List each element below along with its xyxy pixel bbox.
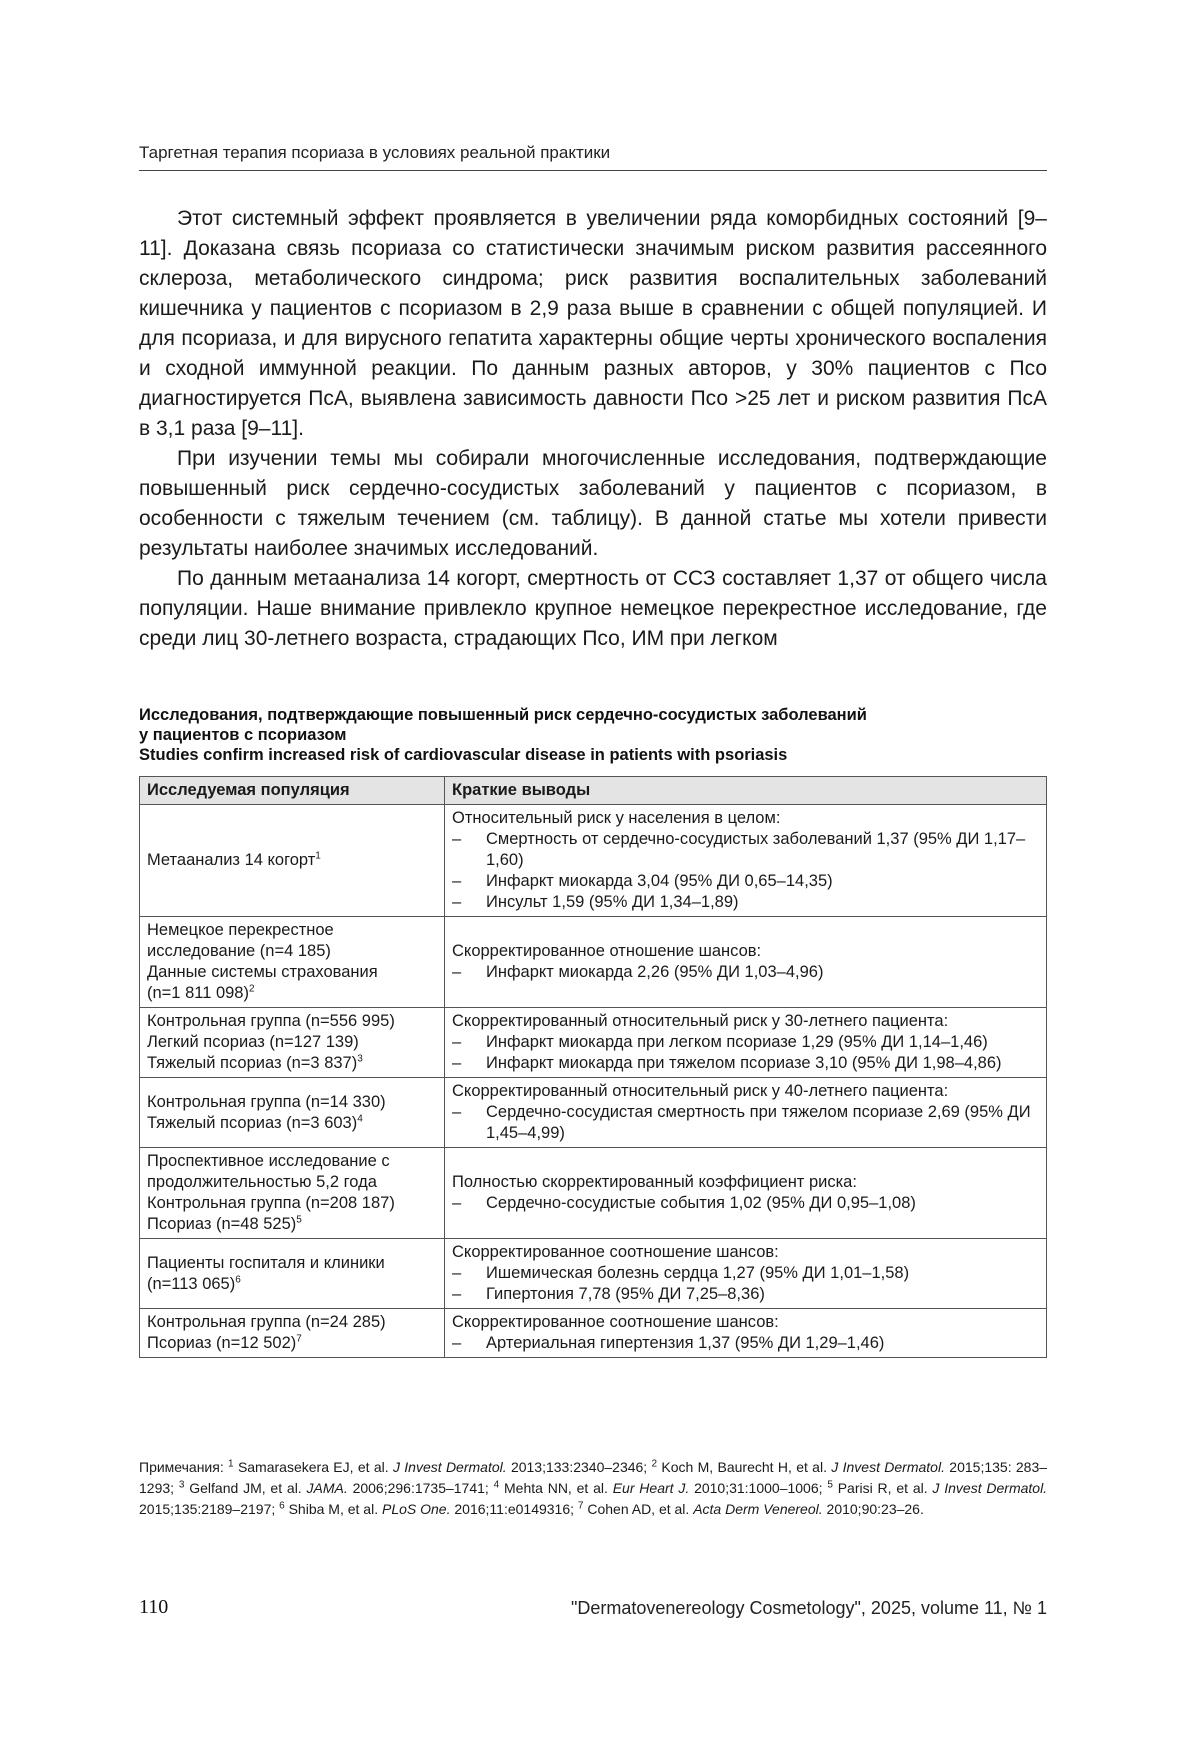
note-journal: Eur Heart J.	[612, 1480, 690, 1496]
note-number: 1	[228, 1458, 234, 1470]
note-journal: J Invest Dermatol.	[831, 1459, 945, 1475]
population-line	[147, 1253, 437, 1274]
studies-table	[139, 776, 1047, 1358]
population-line	[147, 1011, 437, 1032]
conclusion-heading: Полностью скорректированный коэффициент риска:	[452, 1173, 857, 1191]
population-cell	[140, 1008, 445, 1078]
conclusion-cell	[445, 1239, 1047, 1309]
population-text: Проспективное исследование с	[147, 1152, 390, 1170]
conclusion-bullet	[452, 1193, 1039, 1214]
caption-en: Studies confirm increased risk of cardiovascular disease in patients with psoriasis	[139, 746, 788, 764]
dash-marker: –	[452, 1334, 462, 1352]
note-details: 2013;133:2340–2346;	[510, 1459, 648, 1475]
paragraph: Этот системный эффект проявляется в увеличении ряда коморбидных состояний [9–11]. Доказана связь псориаза со статистически значимым риском развития рассеянного склероза, метаболического синдрома; риск развития воспалительных заболеваний кишечника у пациентов с псориазом в 2,9 раза выше в сравнении с общей популяцией. И для псориаза, и для вирусного гепатита характерны общие черты хронического воспаления и сходной иммунной реакции. По данным разных авторов, у 30% пациентов с Псо диагностируется ПсА, выявлена зависимость давности Псо >25 лет и риском развития ПсА в 3,1 раза [9–11].	[139, 207, 1047, 440]
population-text: продолжительностью 5,2 года	[147, 1173, 377, 1191]
conclusion-bullet	[452, 892, 1039, 913]
population-line	[147, 1053, 437, 1074]
notes-label: Примечания:	[139, 1459, 224, 1475]
population-line	[147, 941, 437, 962]
bullet-text: Инфаркт миокарда 2,26 (95% ДИ 1,03–4,96)	[486, 963, 824, 981]
population-cell	[140, 1239, 445, 1309]
note-details: 2010;90:23–26.	[826, 1501, 924, 1517]
dash-marker: –	[452, 1054, 462, 1072]
note-journal: PLoS One.	[381, 1501, 451, 1517]
header-conclusions: Краткие выводы	[445, 777, 1047, 805]
population-line	[147, 1312, 437, 1333]
dash-marker: –	[452, 963, 462, 981]
bullet-text: Сердечно-сосудистые события 1,02 (95% ДИ 0,95–1,08)	[486, 1194, 916, 1212]
table-row	[140, 917, 1047, 1008]
table-row	[140, 1239, 1047, 1309]
table-row	[140, 1148, 1047, 1239]
population-line	[147, 1092, 437, 1113]
conclusion-bullet	[452, 871, 1039, 892]
conclusion-cell	[445, 1148, 1047, 1239]
note-details: 2015;135: 283–1293;	[139, 1459, 1048, 1496]
bullet-text: Гипертония 7,78 (95% ДИ 7,25–8,36)	[486, 1285, 765, 1303]
dash-marker: –	[452, 1033, 462, 1051]
table-row	[140, 1008, 1047, 1078]
conclusion-bullet	[452, 962, 1039, 983]
conclusion-cell	[445, 917, 1047, 1008]
reference-mark: 7	[296, 1333, 302, 1345]
conclusion-bullet	[452, 1102, 1039, 1144]
note-authors: Cohen AD, et al.	[587, 1501, 690, 1517]
note-authors: Koch M, Baurecht H, et al.	[661, 1459, 827, 1475]
population-text: (n=113 065)	[147, 1274, 236, 1293]
page-number: 110	[139, 1596, 169, 1618]
bullet-text: Смертность от сердечно-сосудистых заболеваний 1,37 (95% ДИ 1,17–1,60)	[486, 830, 1026, 869]
caption-ru-line1: Исследования, подтверждающие повышенный риск сердечно-сосудистых заболеваний	[139, 706, 867, 724]
population-cell	[140, 1078, 445, 1148]
note-authors: Gelfand JM, et al.	[189, 1480, 302, 1496]
reference-mark: 3	[357, 1053, 363, 1065]
reference-mark: 5	[296, 1214, 302, 1226]
population-text: Пациенты госпиталя и клиники	[147, 1253, 385, 1272]
note-journal: J Invest Dermatol.	[932, 1480, 1048, 1496]
population-text: Контрольная группа (n=556 995)	[147, 1012, 395, 1030]
paragraph: При изучении темы мы собирали многочисленные исследования, подтверждающие повышенный риск сердечно-сосудистых заболеваний у пациентов с псориазом, в особенности с тяжелым течением (см. таблицу). В данной статье мы хотели привести результаты наиболее значимых исследований.	[139, 447, 1047, 560]
note-details: 2006;296:1735–1741;	[352, 1480, 489, 1496]
table-row	[140, 805, 1047, 917]
note-details: 2015;135:2189–2197;	[139, 1501, 276, 1517]
conclusion-cell	[445, 1078, 1047, 1148]
population-line	[147, 1113, 437, 1134]
bullet-text: Инфаркт миокарда 3,04 (95% ДИ 0,65–14,35)	[486, 872, 833, 890]
dash-marker: –	[452, 1103, 462, 1121]
population-line	[147, 1274, 437, 1295]
population-line	[147, 962, 437, 983]
note-number: 7	[577, 1500, 584, 1512]
population-line	[147, 920, 437, 941]
conclusion-bullet	[452, 1284, 1039, 1305]
population-cell	[140, 1148, 445, 1239]
note-authors: Shiba M, et al.	[288, 1501, 379, 1517]
conclusion-heading: Скорректированное соотношение шансов:	[452, 1243, 779, 1261]
caption-ru-line2: у пациентов с псориазом	[139, 726, 347, 744]
population-text: Контрольная группа (n=208 187)	[147, 1194, 395, 1212]
reference-mark: 4	[357, 1113, 363, 1124]
population-line	[147, 1333, 437, 1354]
journal-citation: "Dermatovenereology Cosmetology", 2025, volume 11, № 1	[571, 1598, 1047, 1618]
population-line	[147, 983, 437, 1004]
bullet-text: Инфаркт миокарда при тяжелом псориазе 3,10 (95% ДИ 1,98–4,86)	[486, 1054, 1002, 1072]
paragraph: По данным метаанализа 14 когорт, смертность от ССЗ составляет 1,37 от общего числа популяции. Наше внимание привлекло крупное немецкое перекрестное исследование, где среди лиц 30-летнего возраста, страдающих Псо, ИМ при легком	[139, 567, 1047, 650]
table-row	[140, 1309, 1047, 1358]
bullet-text: Инсульт 1,59 (95% ДИ 1,34–1,89)	[486, 893, 739, 911]
dash-marker: –	[452, 1194, 462, 1212]
header-population: Исследуемая популяция	[140, 777, 445, 805]
conclusion-heading: Относительный риск у населения в целом:	[452, 809, 781, 827]
population-text: Псориаз (n=12 502)	[147, 1334, 297, 1352]
population-text: Данные системы страхования	[147, 963, 378, 981]
note-details: 2016;11:e0149316;	[454, 1501, 575, 1517]
bullet-text: Сердечно-сосудистая смертность при тяжелом псориазе 2,69 (95% ДИ 1,45–4,99)	[486, 1103, 1031, 1142]
population-line	[147, 1193, 437, 1214]
population-text: Метаанализ 14 когорт	[147, 851, 316, 869]
population-text: Немецкое перекрестное	[147, 921, 334, 939]
population-cell	[140, 917, 445, 1008]
reference-mark: 2	[248, 983, 255, 995]
table-notes	[139, 1457, 1047, 1520]
article-body	[139, 204, 1047, 654]
conclusion-bullet	[452, 1053, 1039, 1074]
note-number: 3	[178, 1479, 185, 1491]
note-details: 2010;31:1000–1006;	[694, 1480, 823, 1496]
population-text: исследование (n=4 185)	[147, 942, 331, 960]
conclusion-heading: Скорректированный относительный риск у 30-летнего пациента:	[452, 1012, 949, 1030]
population-cell	[140, 1309, 445, 1358]
conclusion-cell	[445, 805, 1047, 917]
conclusion-bullet	[452, 1032, 1039, 1053]
population-line	[147, 850, 437, 871]
note-number: 4	[493, 1479, 500, 1491]
dash-marker: –	[452, 893, 462, 911]
note-authors: Parisi R, et al.	[837, 1480, 928, 1496]
conclusion-bullet	[452, 829, 1039, 871]
population-text: Контрольная группа (n=14 330)	[147, 1092, 386, 1111]
population-text: Контрольная группа (n=24 285)	[147, 1313, 386, 1331]
population-line	[147, 1214, 437, 1235]
population-text: Тяжелый псориаз (n=3 837)	[147, 1054, 358, 1072]
reference-mark: 6	[235, 1274, 241, 1285]
population-line	[147, 1172, 437, 1193]
conclusion-cell	[445, 1309, 1047, 1358]
population-cell	[140, 805, 445, 917]
population-text: Псориаз (n=48 525)	[147, 1215, 297, 1233]
dash-marker: –	[452, 872, 462, 890]
bullet-text: Инфаркт миокарда при легком псориазе 1,29 (95% ДИ 1,14–1,46)	[486, 1033, 988, 1051]
population-text: Легкий псориаз (n=127 139)	[147, 1033, 359, 1051]
population-text: (n=1 811 098)	[147, 984, 249, 1002]
conclusion-heading: Скорректированное отношение шансов:	[452, 942, 762, 960]
note-journal: JAMA.	[306, 1480, 348, 1496]
bullet-text: Артериальная гипертензия 1,37 (95% ДИ 1,29–1,46)	[486, 1334, 885, 1352]
table-caption	[139, 705, 1047, 765]
conclusion-heading: Скорректированное соотношение шансов:	[452, 1313, 779, 1331]
conclusion-bullet	[452, 1333, 1039, 1354]
conclusion-cell	[445, 1008, 1047, 1078]
population-text: Тяжелый псориаз (n=3 603)	[147, 1113, 358, 1132]
note-journal: J Invest Dermatol.	[392, 1459, 507, 1475]
dash-marker: –	[452, 830, 462, 848]
table-header-row	[140, 777, 1047, 805]
table-body	[140, 805, 1047, 1358]
dash-marker: –	[452, 1264, 462, 1282]
conclusion-bullet	[452, 1263, 1039, 1284]
population-line	[147, 1151, 437, 1172]
bullet-text: Ишемическая болезнь сердца 1,27 (95% ДИ 1,01–1,58)	[486, 1264, 910, 1282]
note-journal: Acta Derm Venereol.	[693, 1501, 823, 1517]
note-number: 2	[651, 1458, 658, 1470]
running-title: Таргетная терапия псориаза в условиях реальной практики	[139, 143, 1047, 171]
population-line	[147, 1032, 437, 1053]
note-number: 5	[827, 1479, 833, 1491]
note-authors: Samarasekera EJ, et al.	[237, 1459, 389, 1475]
table-row	[140, 1078, 1047, 1148]
dash-marker: –	[452, 1285, 462, 1303]
reference-mark: 1	[315, 850, 321, 862]
note-number: 6	[279, 1500, 285, 1512]
note-authors: Mehta NN, et al.	[504, 1480, 608, 1496]
conclusion-heading: Скорректированный относительный риск у 40-летнего пациента:	[452, 1082, 949, 1100]
